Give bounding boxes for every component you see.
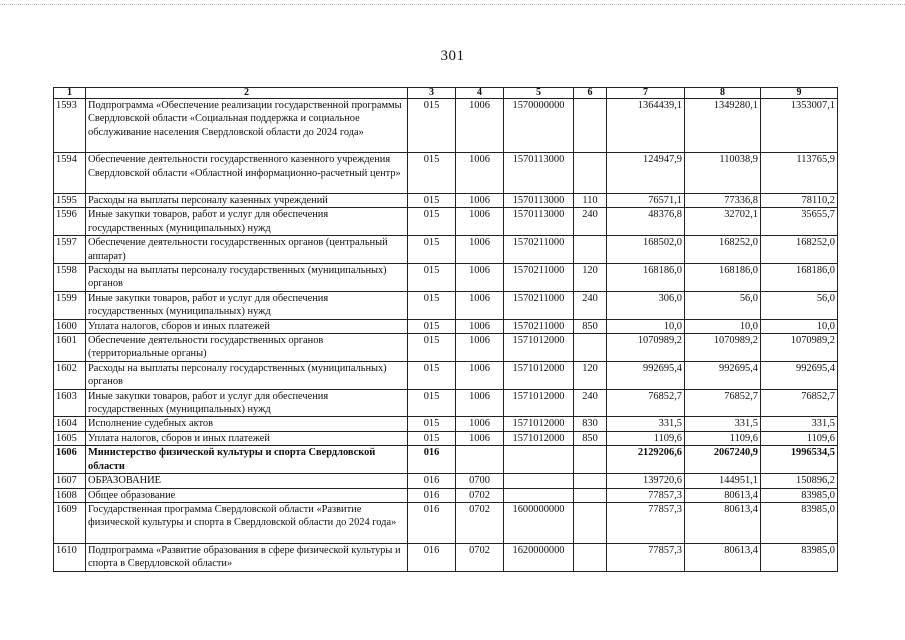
amount-year1-cell: 1364439,1 bbox=[607, 99, 685, 153]
section-code-cell: 0702 bbox=[456, 543, 504, 571]
amount-year3-cell: 113765,9 bbox=[761, 153, 838, 194]
ministry-code-cell: 016 bbox=[408, 543, 456, 571]
section-code-cell: 1006 bbox=[456, 389, 504, 417]
expense-type-cell: 120 bbox=[574, 264, 607, 292]
amount-year1-cell: 1109,6 bbox=[607, 431, 685, 445]
header-cell: 6 bbox=[574, 88, 607, 99]
row-number-cell: 1604 bbox=[54, 417, 86, 431]
ministry-code-cell: 016 bbox=[408, 488, 456, 502]
target-article-cell: 1570113000 bbox=[504, 193, 574, 207]
amount-year1-cell: 77857,3 bbox=[607, 488, 685, 502]
row-number-cell: 1598 bbox=[54, 264, 86, 292]
table-row bbox=[54, 502, 838, 543]
row-number-cell: 1603 bbox=[54, 389, 86, 417]
table-row bbox=[54, 334, 838, 362]
row-name-cell: Иные закупки товаров, работ и услуг для обеспечения государственных (муниципальных) нужд bbox=[86, 208, 408, 236]
target-article-cell: 1570000000 bbox=[504, 99, 574, 153]
amount-year2-cell: 1349280,1 bbox=[685, 99, 761, 153]
table-row bbox=[54, 236, 838, 264]
amount-year2-cell: 76852,7 bbox=[685, 389, 761, 417]
amount-year2-cell: 144951,1 bbox=[685, 474, 761, 488]
ministry-code-cell: 015 bbox=[408, 389, 456, 417]
amount-year3-cell: 168186,0 bbox=[761, 264, 838, 292]
amount-year2-cell: 10,0 bbox=[685, 319, 761, 333]
row-number-cell: 1593 bbox=[54, 99, 86, 153]
expense-type-cell: 110 bbox=[574, 193, 607, 207]
table-row bbox=[54, 208, 838, 236]
table-row bbox=[54, 153, 838, 194]
target-article-cell bbox=[504, 488, 574, 502]
amount-year3-cell: 168252,0 bbox=[761, 236, 838, 264]
amount-year1-cell: 1070989,2 bbox=[607, 334, 685, 362]
amount-year1-cell: 77857,3 bbox=[607, 502, 685, 543]
row-name-cell: Иные закупки товаров, работ и услуг для обеспечения государственных (муниципальных) нужд bbox=[86, 291, 408, 319]
amount-year1-cell: 2129206,6 bbox=[607, 446, 685, 474]
ministry-code-cell: 015 bbox=[408, 291, 456, 319]
row-name-cell: Расходы на выплаты персоналу государственных (муниципальных) органов bbox=[86, 264, 408, 292]
amount-year1-cell: 124947,9 bbox=[607, 153, 685, 194]
table-row bbox=[54, 543, 838, 571]
amount-year2-cell: 56,0 bbox=[685, 291, 761, 319]
table-row bbox=[54, 446, 838, 474]
section-code-cell: 1006 bbox=[456, 319, 504, 333]
expense-type-cell bbox=[574, 502, 607, 543]
amount-year2-cell: 80613,4 bbox=[685, 502, 761, 543]
row-number-cell: 1595 bbox=[54, 193, 86, 207]
row-number-cell: 1599 bbox=[54, 291, 86, 319]
section-code-cell: 1006 bbox=[456, 99, 504, 153]
row-number-cell: 1605 bbox=[54, 431, 86, 445]
amount-year3-cell: 1109,6 bbox=[761, 431, 838, 445]
ministry-code-cell: 015 bbox=[408, 431, 456, 445]
amount-year2-cell: 2067240,9 bbox=[685, 446, 761, 474]
expense-type-cell bbox=[574, 446, 607, 474]
row-number-cell: 1606 bbox=[54, 446, 86, 474]
header-cell: 1 bbox=[54, 88, 86, 99]
amount-year2-cell: 80613,4 bbox=[685, 488, 761, 502]
amount-year3-cell: 1353007,1 bbox=[761, 99, 838, 153]
table-row bbox=[54, 361, 838, 389]
amount-year3-cell: 992695,4 bbox=[761, 361, 838, 389]
section-code-cell: 1006 bbox=[456, 153, 504, 194]
amount-year1-cell: 992695,4 bbox=[607, 361, 685, 389]
row-number-cell: 1607 bbox=[54, 474, 86, 488]
row-name-cell: Министерство физической культуры и спорта Свердловской области bbox=[86, 446, 408, 474]
target-article-cell: 1570211000 bbox=[504, 236, 574, 264]
target-article-cell: 1570211000 bbox=[504, 319, 574, 333]
section-code-cell: 0700 bbox=[456, 474, 504, 488]
section-code-cell: 1006 bbox=[456, 361, 504, 389]
top-edge-line bbox=[0, 4, 905, 5]
header-cell: 8 bbox=[685, 88, 761, 99]
target-article-cell: 1570211000 bbox=[504, 291, 574, 319]
amount-year1-cell: 306,0 bbox=[607, 291, 685, 319]
amount-year1-cell: 168186,0 bbox=[607, 264, 685, 292]
expense-type-cell: 240 bbox=[574, 208, 607, 236]
amount-year3-cell: 56,0 bbox=[761, 291, 838, 319]
ministry-code-cell: 015 bbox=[408, 99, 456, 153]
header-cell: 4 bbox=[456, 88, 504, 99]
expense-type-cell: 240 bbox=[574, 291, 607, 319]
row-name-cell: Государственная программа Свердловской области «Развитие физической культуры и спорта в Свердловской области до 2024 года» bbox=[86, 502, 408, 543]
expense-type-cell: 120 bbox=[574, 361, 607, 389]
row-number-cell: 1610 bbox=[54, 543, 86, 571]
target-article-cell: 1571012000 bbox=[504, 431, 574, 445]
ministry-code-cell: 015 bbox=[408, 153, 456, 194]
amount-year1-cell: 76852,7 bbox=[607, 389, 685, 417]
ministry-code-cell: 015 bbox=[408, 319, 456, 333]
row-number-cell: 1600 bbox=[54, 319, 86, 333]
amount-year2-cell: 168186,0 bbox=[685, 264, 761, 292]
amount-year3-cell: 150896,2 bbox=[761, 474, 838, 488]
amount-year2-cell: 992695,4 bbox=[685, 361, 761, 389]
expense-type-cell: 850 bbox=[574, 431, 607, 445]
table-row bbox=[54, 431, 838, 445]
ministry-code-cell: 016 bbox=[408, 446, 456, 474]
amount-year2-cell: 80613,4 bbox=[685, 543, 761, 571]
ministry-code-cell: 015 bbox=[408, 334, 456, 362]
row-name-cell: Уплата налогов, сборов и иных платежей bbox=[86, 431, 408, 445]
expense-type-cell bbox=[574, 99, 607, 153]
section-code-cell: 1006 bbox=[456, 334, 504, 362]
ministry-code-cell: 016 bbox=[408, 474, 456, 488]
section-code-cell: 1006 bbox=[456, 236, 504, 264]
target-article-cell: 1620000000 bbox=[504, 543, 574, 571]
table-row bbox=[54, 474, 838, 488]
amount-year1-cell: 48376,8 bbox=[607, 208, 685, 236]
section-code-cell: 1006 bbox=[456, 208, 504, 236]
ministry-code-cell: 015 bbox=[408, 208, 456, 236]
amount-year1-cell: 331,5 bbox=[607, 417, 685, 431]
row-number-cell: 1597 bbox=[54, 236, 86, 264]
target-article-cell: 1571012000 bbox=[504, 334, 574, 362]
row-number-cell: 1601 bbox=[54, 334, 86, 362]
amount-year1-cell: 168502,0 bbox=[607, 236, 685, 264]
amount-year2-cell: 331,5 bbox=[685, 417, 761, 431]
header-row bbox=[54, 88, 838, 99]
expense-type-cell bbox=[574, 543, 607, 571]
row-number-cell: 1602 bbox=[54, 361, 86, 389]
ministry-code-cell: 015 bbox=[408, 193, 456, 207]
amount-year3-cell: 83985,0 bbox=[761, 502, 838, 543]
target-article-cell: 1600000000 bbox=[504, 502, 574, 543]
row-name-cell: Расходы на выплаты персоналу государственных (муниципальных) органов bbox=[86, 361, 408, 389]
table-row bbox=[54, 264, 838, 292]
target-article-cell: 1570113000 bbox=[504, 153, 574, 194]
section-code-cell: 0702 bbox=[456, 488, 504, 502]
table-row bbox=[54, 417, 838, 431]
table-row bbox=[54, 488, 838, 502]
row-name-cell: Обеспечение деятельности государственного казенного учреждения Свердловской области «Областной информационно-расчетный центр» bbox=[86, 153, 408, 194]
amount-year2-cell: 168252,0 bbox=[685, 236, 761, 264]
table-row bbox=[54, 319, 838, 333]
table-row bbox=[54, 291, 838, 319]
ministry-code-cell: 015 bbox=[408, 417, 456, 431]
amount-year3-cell: 1070989,2 bbox=[761, 334, 838, 362]
expense-type-cell bbox=[574, 334, 607, 362]
target-article-cell bbox=[504, 474, 574, 488]
section-code-cell: 1006 bbox=[456, 193, 504, 207]
amount-year1-cell: 10,0 bbox=[607, 319, 685, 333]
row-number-cell: 1609 bbox=[54, 502, 86, 543]
header-cell: 5 bbox=[504, 88, 574, 99]
page-number: 301 bbox=[440, 48, 465, 64]
row-name-cell: Иные закупки товаров, работ и услуг для обеспечения государственных (муниципальных) нужд bbox=[86, 389, 408, 417]
expense-type-cell: 240 bbox=[574, 389, 607, 417]
section-code-cell: 1006 bbox=[456, 264, 504, 292]
row-number-cell: 1608 bbox=[54, 488, 86, 502]
amount-year3-cell: 10,0 bbox=[761, 319, 838, 333]
amount-year3-cell: 76852,7 bbox=[761, 389, 838, 417]
table-row bbox=[54, 193, 838, 207]
amount-year3-cell: 331,5 bbox=[761, 417, 838, 431]
amount-year2-cell: 32702,1 bbox=[685, 208, 761, 236]
target-article-cell: 1571012000 bbox=[504, 389, 574, 417]
section-code-cell: 0702 bbox=[456, 502, 504, 543]
section-code-cell: 1006 bbox=[456, 417, 504, 431]
expense-type-cell bbox=[574, 474, 607, 488]
amount-year2-cell: 77336,8 bbox=[685, 193, 761, 207]
row-name-cell: Уплата налогов, сборов и иных платежей bbox=[86, 319, 408, 333]
target-article-cell: 1571012000 bbox=[504, 417, 574, 431]
amount-year3-cell: 83985,0 bbox=[761, 543, 838, 571]
row-name-cell: Общее образование bbox=[86, 488, 408, 502]
expense-type-cell bbox=[574, 488, 607, 502]
amount-year3-cell: 83985,0 bbox=[761, 488, 838, 502]
amount-year2-cell: 110038,9 bbox=[685, 153, 761, 194]
target-article-cell bbox=[504, 446, 574, 474]
ministry-code-cell: 015 bbox=[408, 236, 456, 264]
expense-type-cell bbox=[574, 153, 607, 194]
budget-table bbox=[53, 87, 838, 572]
row-name-cell: Подпрограмма «Развитие образования в сфере физической культуры и спорта в Свердловской области» bbox=[86, 543, 408, 571]
row-name-cell: Обеспечение деятельности государственных органов (центральный аппарат) bbox=[86, 236, 408, 264]
row-name-cell: Обеспечение деятельности государственных органов (территориальные органы) bbox=[86, 334, 408, 362]
header-cell: 2 bbox=[86, 88, 408, 99]
expense-type-cell: 850 bbox=[574, 319, 607, 333]
header-cell: 9 bbox=[761, 88, 838, 99]
target-article-cell: 1570113000 bbox=[504, 208, 574, 236]
amount-year3-cell: 1996534,5 bbox=[761, 446, 838, 474]
expense-type-cell: 830 bbox=[574, 417, 607, 431]
row-name-cell: ОБРАЗОВАНИЕ bbox=[86, 474, 408, 488]
amount-year1-cell: 77857,3 bbox=[607, 543, 685, 571]
amount-year1-cell: 139720,6 bbox=[607, 474, 685, 488]
section-code-cell bbox=[456, 446, 504, 474]
target-article-cell: 1571012000 bbox=[504, 361, 574, 389]
row-name-cell: Исполнение судебных актов bbox=[86, 417, 408, 431]
section-code-cell: 1006 bbox=[456, 291, 504, 319]
row-name-cell: Расходы на выплаты персоналу казенных учреждений bbox=[86, 193, 408, 207]
table-row bbox=[54, 99, 838, 153]
amount-year2-cell: 1109,6 bbox=[685, 431, 761, 445]
amount-year2-cell: 1070989,2 bbox=[685, 334, 761, 362]
row-number-cell: 1596 bbox=[54, 208, 86, 236]
ministry-code-cell: 015 bbox=[408, 264, 456, 292]
ministry-code-cell: 015 bbox=[408, 361, 456, 389]
amount-year3-cell: 35655,7 bbox=[761, 208, 838, 236]
target-article-cell: 1570211000 bbox=[504, 264, 574, 292]
expense-type-cell bbox=[574, 236, 607, 264]
header-cell: 3 bbox=[408, 88, 456, 99]
ministry-code-cell: 016 bbox=[408, 502, 456, 543]
header-cell: 7 bbox=[607, 88, 685, 99]
amount-year1-cell: 76571,1 bbox=[607, 193, 685, 207]
table-row bbox=[54, 389, 838, 417]
section-code-cell: 1006 bbox=[456, 431, 504, 445]
amount-year3-cell: 78110,2 bbox=[761, 193, 838, 207]
row-number-cell: 1594 bbox=[54, 153, 86, 194]
row-name-cell: Подпрограмма «Обеспечение реализации государственной программы Свердловской области «Социальная поддержка и социальное обслуживание населения Свердловской области до 2024 года» bbox=[86, 99, 408, 153]
